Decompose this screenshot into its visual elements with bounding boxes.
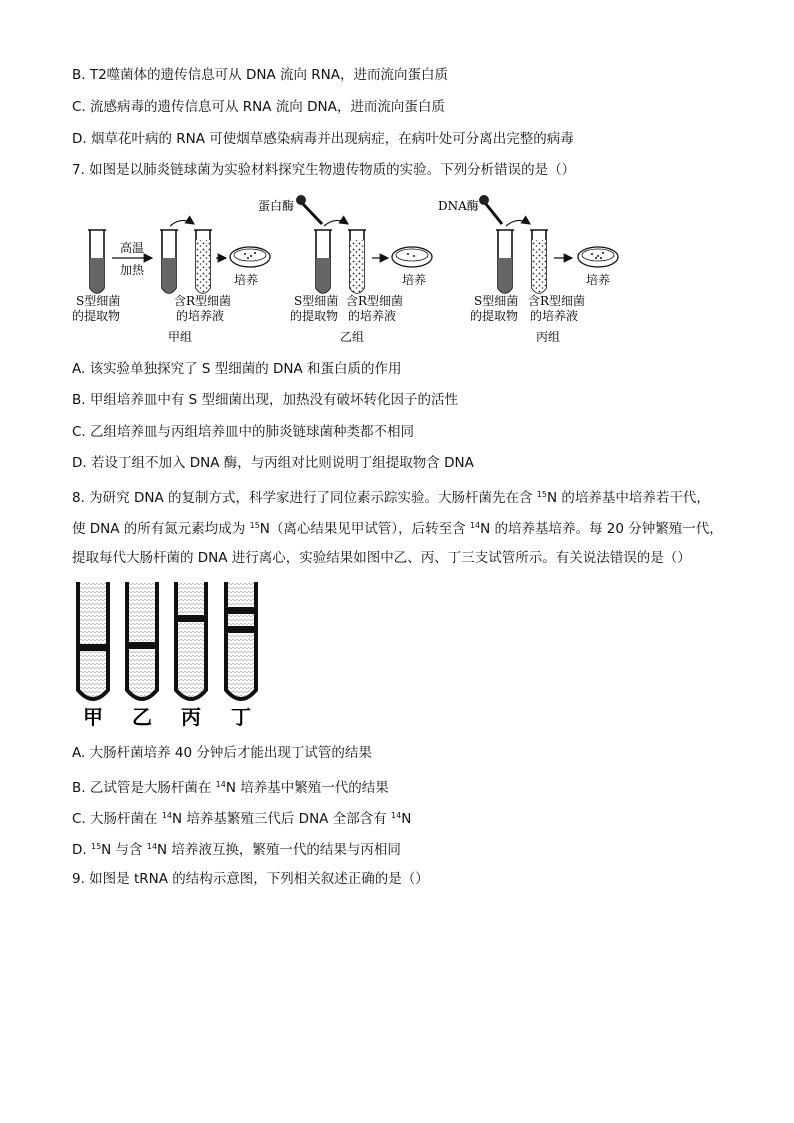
question-8-stem-line-2: 使 DNA 的所有氮元素均成为 $^{15}$N（离心结果见甲试管），后转至含 $^{14}$N 的培养基培养。每 20 分钟繁殖一代， xyxy=(72,521,723,537)
question-8-stem-line-1: 8. 为研究 DNA 的复制方式，科学家进行了同位素示踪实验。大肠杆菌先在含 $^{15}$N 的培养基中培养若干代， xyxy=(72,490,710,506)
tube-label-bing: 丙 xyxy=(181,705,201,728)
dropper-bing xyxy=(479,195,502,224)
r-culture-label-1-jia: 含R型细菌 xyxy=(174,294,232,308)
culture-label-yi: 培养 xyxy=(402,273,427,287)
tube-jia xyxy=(78,582,108,699)
heated-tube-jia xyxy=(160,230,178,293)
tube-bing xyxy=(176,582,206,699)
petri-dish-bing xyxy=(578,247,618,267)
s-extract-tube-yi xyxy=(314,230,332,293)
question-7-stem: 7. 如图是以肺炎链球菌为实验材料探究生物遗传物质的实验。下列分析错误的是（） xyxy=(72,162,576,178)
group-jia xyxy=(72,220,270,344)
culture-label-bing: 培养 xyxy=(586,273,611,287)
r-culture-label-1-yi: 含R型细菌 xyxy=(346,294,404,308)
s-extract-label-1-yi: S型细菌 xyxy=(294,294,339,308)
group-yi xyxy=(258,195,432,344)
option-b-q7: B. 甲组培养皿中有 S 型细菌出现，加热没有破坏转化因子的活性 xyxy=(72,392,458,408)
question-9-stem: 9. 如图是 tRNA 的结构示意图，下列相关叙述正确的是（） xyxy=(72,871,429,887)
r-culture-label-2-yi: 的培养液 xyxy=(348,309,397,323)
dnase-label: DNA酶 xyxy=(438,199,479,213)
question-8-stem-line-3: 提取每代大肠杆菌的 DNA 进行离心，实验结果如图中乙、丙、丁三支试管所示。有关说法错误的是（） xyxy=(72,550,691,566)
option-d-q6: D. 烟草花叶病的 RNA 可使烟草感染病毒并出现病症，在病叶处可分离出完整的病毒 xyxy=(72,131,574,147)
group-label-jia: 甲组 xyxy=(168,330,193,344)
r-culture-label-2-jia: 的培养液 xyxy=(176,309,225,323)
tube-label-yi: 乙 xyxy=(132,705,152,728)
s-extract-tube-bing xyxy=(496,230,514,293)
option-d-q8: D. $^{15}$N 与含 $^{14}$N 培养液互换，繁殖一代的结果与丙相同 xyxy=(72,842,401,858)
heat-label-top: 高温 xyxy=(120,241,145,255)
s-extract-label-1-bing: S型细菌 xyxy=(474,294,519,308)
dropper-yi xyxy=(296,195,322,224)
culture-label-jia: 培养 xyxy=(234,273,259,287)
r-culture-tube-jia xyxy=(194,230,212,293)
tube-label-jia: 甲 xyxy=(83,705,103,728)
petri-dish-jia xyxy=(230,247,270,267)
group-bing xyxy=(438,195,618,344)
tube-yi xyxy=(127,582,157,699)
r-culture-label-2-bing: 的培养液 xyxy=(530,309,579,323)
r-culture-tube-bing xyxy=(530,230,548,293)
s-extract-label-2-jia: 的提取物 xyxy=(72,309,121,323)
option-d-q7: D. 若设丁组不加入 DNA 酶，与丙组对比则说明丁组提取物含 DNA xyxy=(72,455,474,471)
option-c-q7: C. 乙组培养皿与丙组培养皿中的肺炎链球菌种类都不相同 xyxy=(72,424,415,440)
r-culture-label-1-bing: 含R型细菌 xyxy=(528,294,586,308)
pneumococcus-experiment-figure xyxy=(70,188,630,348)
heat-label-bottom: 加热 xyxy=(120,263,145,277)
group-label-yi: 乙组 xyxy=(340,330,365,344)
option-a-q8: A. 大肠杆菌培养 40 分钟后才能出现丁试管的结果 xyxy=(72,745,372,761)
s-extract-label-1-jia: S型细菌 xyxy=(76,294,121,308)
protease-label: 蛋白酶 xyxy=(258,199,295,213)
tube-label-ding: 丁 xyxy=(231,705,251,728)
s-extract-label-2-bing: 的提取物 xyxy=(470,309,519,323)
option-b-q6: B. T2噬菌体的遗传信息可从 DNA 流向 RNA，进而流向蛋白质 xyxy=(72,67,448,83)
group-label-bing: 丙组 xyxy=(536,330,561,344)
r-culture-tube-yi xyxy=(348,230,366,293)
petri-dish-yi xyxy=(392,247,432,267)
option-b-q8: B. 乙试管是大肠杆菌在 $^{14}$N 培养基中繁殖一代的结果 xyxy=(72,780,389,796)
s-extract-tube-jia xyxy=(88,230,106,293)
tube-ding xyxy=(226,582,256,699)
option-c-q6: C. 流感病毒的遗传信息可从 RNA 流向 DNA，进而流向蛋白质 xyxy=(72,99,445,115)
option-a-q7: A. 该实验单独探究了 S 型细菌的 DNA 和蛋白质的作用 xyxy=(72,361,402,377)
centrifuge-tubes-figure xyxy=(70,578,280,728)
s-extract-label-2-yi: 的提取物 xyxy=(290,309,339,323)
option-c-q8: C. 大肠杆菌在 $^{14}$N 培养基繁殖三代后 DNA 全部含有 $^{14}$N xyxy=(72,811,412,827)
